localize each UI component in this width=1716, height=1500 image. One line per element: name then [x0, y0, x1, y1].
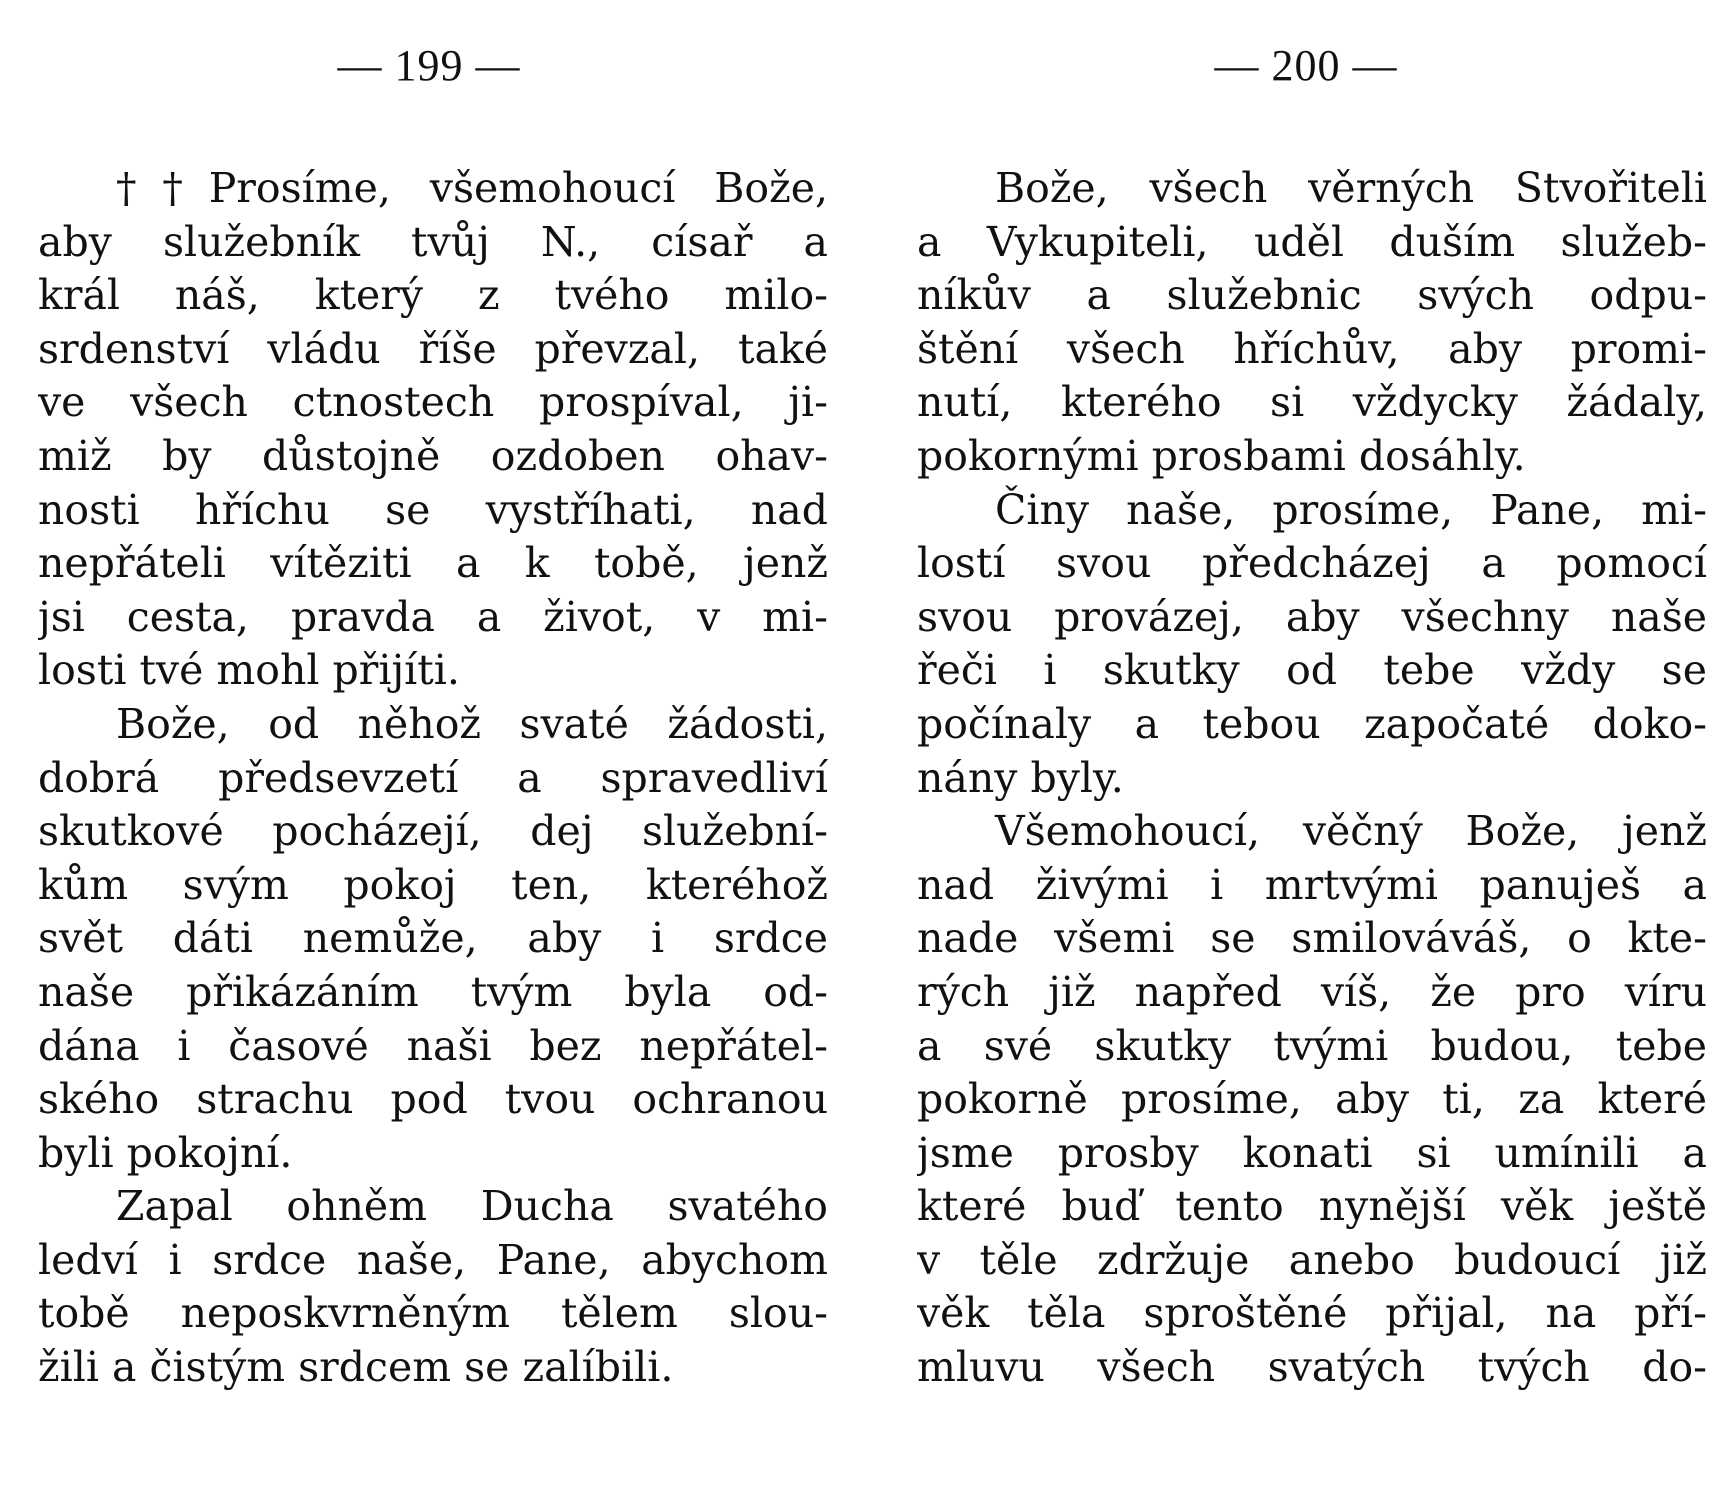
text-line: svou provázej, aby všechny naše	[917, 592, 1707, 641]
text-line: počínaly a tebou započaté doko-	[917, 699, 1707, 748]
text-line: Bože, všech věrných Stvořiteli	[995, 164, 1707, 212]
text-line: Činy naše, prosíme, Pane, mi-	[995, 485, 1707, 534]
text-line: žili a čistým srdcem se zalíbili.	[38, 1343, 674, 1392]
left-page	[38, 0, 828, 1500]
text-line: štění všech hříchův, aby promi-	[917, 324, 1707, 373]
text-line: Všemohoucí, věčný Bože, jenž	[995, 807, 1707, 856]
text-line: které buď tento nynější věk ještě	[917, 1182, 1707, 1231]
right-page-text	[917, 162, 1707, 1395]
text-line: ††Prosíme, všemohoucí Bože,	[116, 164, 828, 212]
text-line: pokorně prosíme, aby ti, za které	[917, 1075, 1707, 1124]
text-line: ve všech ctnostech prospíval, ji-	[38, 378, 828, 427]
text-line: Zapal ohněm Ducha svatého	[116, 1182, 828, 1231]
text-line: srdenství vládu říše převzal, také	[38, 324, 828, 373]
text-line: nepřáteli vítěziti a k tobě, jenž	[38, 539, 828, 588]
text-line: v těle zdržuje anebo budoucí již	[917, 1235, 1707, 1284]
text-line: ského strachu pod tvou ochranou	[38, 1075, 828, 1124]
text-line: dána i časové naši bez nepřátel-	[38, 1021, 828, 1070]
page-number-200: — 200 —	[1214, 41, 1398, 90]
text-line: kům svým pokoj ten, kteréhož	[38, 860, 828, 909]
text-line: naše přikázáním tvým byla od-	[38, 967, 828, 1016]
text-line: nutí, kterého si vždycky žádaly,	[917, 378, 1707, 427]
text-line: dobrá předsevzetí a spravedliví	[38, 753, 828, 802]
text-line: losti tvé mohl přijíti.	[38, 646, 460, 695]
left-page-text	[38, 162, 828, 1395]
text-line: Bože, od něhož svaté žádosti,	[116, 699, 828, 748]
text-line: skutkové pocházejí, dej služební-	[38, 807, 828, 856]
right-page	[917, 0, 1707, 1500]
text-line: nade všemi se smilováváš, o kte-	[917, 914, 1707, 963]
text-line: nad živými i mrtvými panuješ a	[917, 860, 1707, 909]
text-line: a své skutky tvými budou, tebe	[917, 1021, 1707, 1070]
text-line: aby služebník tvůj N., císař a	[38, 217, 828, 266]
page-number-199: — 199 —	[337, 41, 521, 90]
text-line: svět dáti nemůže, aby i srdce	[38, 914, 828, 963]
text-line: lostí svou předcházej a pomocí	[917, 539, 1707, 588]
text-line: jsi cesta, pravda a život, v mi-	[38, 592, 828, 641]
text-line: nány byly.	[917, 753, 1124, 802]
text-line: mluvu všech svatých tvých do-	[917, 1343, 1707, 1392]
text-line: byli pokojní.	[38, 1128, 293, 1177]
text-line: ledví i srdce naše, Pane, abychom	[38, 1235, 828, 1284]
text-line: a Vykupiteli, uděl duším služeb-	[917, 217, 1707, 266]
text-line: král náš, který z tvého milo-	[38, 271, 828, 320]
text-line: věk těla sproštěné přijal, na pří-	[917, 1289, 1707, 1338]
text-line: tobě neposkvrněným tělem slou-	[38, 1289, 828, 1338]
text-line: nosti hříchu se vystříhati, nad	[38, 485, 828, 534]
text-line: pokornými prosbami dosáhly.	[917, 431, 1526, 480]
text-line: jsme prosby konati si umínili a	[917, 1128, 1707, 1177]
text-line: rých již napřed víš, že pro víru	[917, 967, 1707, 1016]
text-line: miž by důstojně ozdoben ohav-	[38, 431, 828, 480]
text-line: řeči i skutky od tebe vždy se	[917, 646, 1707, 695]
text-line: níkův a služebnic svých odpu-	[917, 271, 1707, 320]
